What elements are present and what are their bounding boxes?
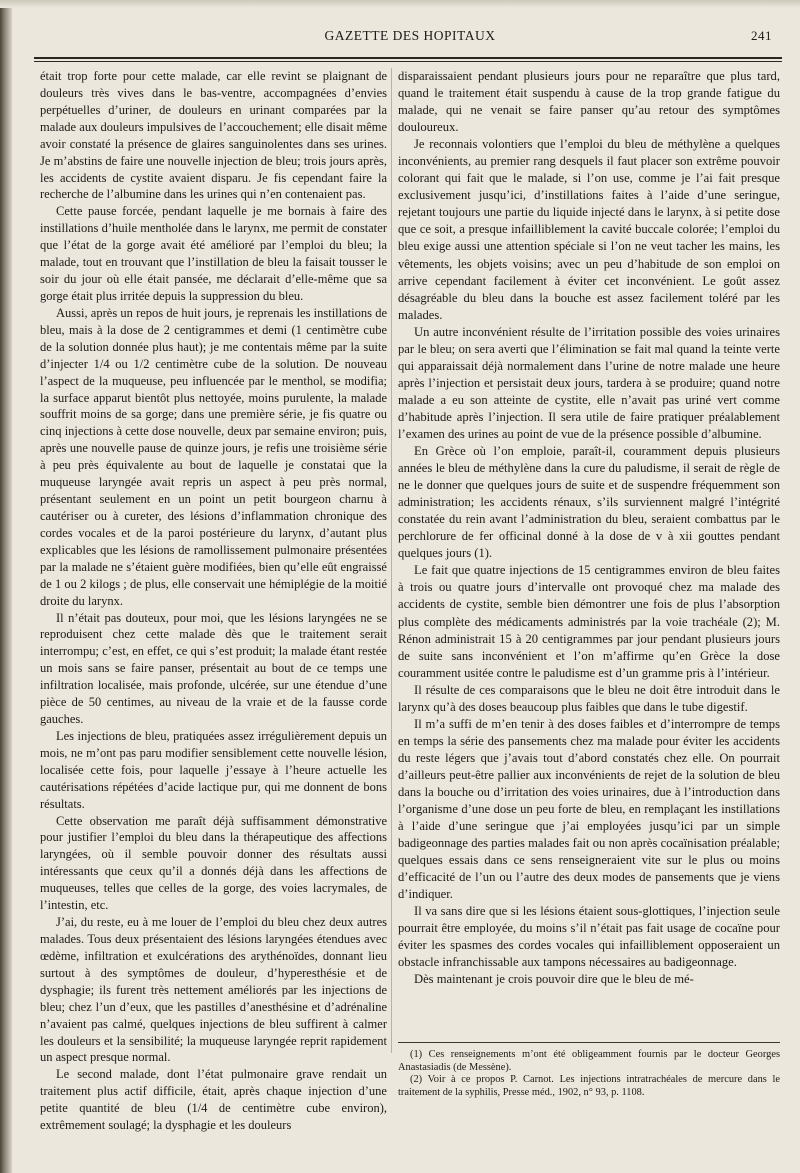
- paragraph: Aussi, après un repos de huit jours, je reprenais les instillations de bleu, mais à la dose de 2 centigrammes et demi (1 centimètre cube de la solution donnée plus haut); je me contentais même par la suite d’injecter 1/4 ou 1/2 centimètre cube de la solution. De nouveau l’aspect de la muqueuse, peu influencée par le menthol, se modifia; la surface apparut bientôt plus nettoyée, moins purulente, la malade souffrit moins de sa gorge; dans une première série, je fis quatre ou cinq injections à cette dose nouvelle, deux par semaine environ; puis, après une nouvelle pause de quinze jours, je refis une troisième série à peu près équivalente au bout de laquelle je constatai que la muqueuse laryngée avait repris un aspect à peu près normal, présentant seulement en un point un petit bourgeon charnu à cautériser ou à cureter, des lésions d’inflammation chronique des cordes vocales et de la paroi postérieure du larynx, d’autant plus explicables que les lésions de ramollissement pulmonaire présentées par la malade ne s’étaient guère modifiées, bien qu’elle eût engraissé de 1 ou 2 kilogs ; de plus, elle conservait une hémiplégie de la moitié droite du larynx.: [40, 305, 387, 608]
- page-number: 241: [751, 28, 772, 43]
- footnote: (2) Voir à ce propos P. Carnot. Les injections intratrachéales de mercure dans le traitement de la syphilis, Presse méd., 1902, n° 93, p. 1108.: [398, 1074, 780, 1098]
- paragraph: était trop forte pour cette malade, car elle revint se plaignant de douleurs très vives dans le bas-ventre, accompagnées d’envies perpétuelles d’uriner, de douleurs en urinant comparées par la malade aux douleurs impulsives de l’accouchement; elle disait même avoir constaté la présence de glaires sanguinolentes dans ses urines. Je m’abstins de faire une nouvelle injection de bleu; trois jours après, les accidents de cystite avaient disparu. Je fis cependant faire la recherche de l’albumine dans les urines qui n’en contenaient pas.: [40, 69, 387, 202]
- paragraph: Le fait que quatre injections de 15 centigrammes environ de bleu faites à trois ou quatre jours d’intervalle ont provoqué chez ma malade des accidents de cystite, semble bien démontrer une fois de plus l’absorption plus complète des médicaments administrés par la voie trachéale (2); M. Rénon administrait 15 à 20 centigrammes par jour pendant plusieurs jours de suite sans inconvénient et l’on m’affirme qu’en Grèce la dose couramment usitée contre le paludisme est d’un gramme pris à l’intérieur.: [398, 563, 780, 680]
- page-top-edge: [0, 0, 800, 8]
- paragraph: Je reconnais volontiers que l’emploi du bleu de méthylène a quelques inconvénients, au premier rang desquels il faut placer son extrême pouvoir colorant qui fait que le malade, si l’on use, comme je l’ai fait presque exclusivement jusqu’ici, d’instillations faites à l’aide d’une seringue, rejetant toujours une partie du liquide injecté dans le larynx, à si petite dose que ce soit, a presque infailliblement la cavité buccale colorée; l’emploi du bleu exige aussi une attention spéciale si l’on ne veut tacher les mains, les vêtements, les objets voisins; avec un peu d’habitude de son emploi on arrive cependant facilement à éviter cet inconvénient. Le goût assez désagréable du bleu dans la bouche est assez facilement toléré par les malades.: [398, 137, 780, 322]
- paragraph: Cette pause forcée, pendant laquelle je me bornais à faire des instillations d’huile mentholée dans le larynx, me permit de constater que l’état de la gorge avait été amélioré par l’emploi du bleu; la malade, tout en trouvant que l’instillation de bleu la faisait tousser le soir du jour où elle était pansée, me déclarait d’elle-même que sa gorge était plus irritée depuis la suppression du bleu.: [40, 204, 387, 303]
- running-header: [40, 28, 780, 50]
- paragraph: Cette observation me paraît déjà suffisamment démonstrative pour justifier l’emploi du bleu dans la thérapeutique des affections laryngées, où il semble pouvoir donner des résultats aussi intéressants que ceux qu’il a donnés déjà dans les affections de muqueuses, telles que celles de la gorge, des voies lacrymales, de l’intestin, etc.: [40, 813, 387, 913]
- paragraph: Dès maintenant je crois pouvoir dire que le bleu de mé-: [414, 972, 694, 987]
- paragraph: Un autre inconvénient résulte de l’irritation possible des voies urinaires par le bleu; on sera averti que l’élimination se fait mal quand la teinte verte qui apparaissait déjà normalement dans l’urine de notre malade une heure après l’injection et persistait deux jours, tardera à se produire; quand notre malade a eu son atteinte de cystite, elle n’avait pas uriné vert comme d’habitude après l’injection. Il sera utile de faire pratiquer préalablement l’examen des urines au point de vue de la présence possible d’albumine.: [398, 324, 780, 441]
- footnote: (1) Ces renseignements m’ont été obligeamment fournis par le docteur Georges Anastasiadis (de Messène).: [398, 1049, 780, 1073]
- paragraph: Le second malade, dont l’état pulmonaire grave rendait un traitement plus actif difficile, était, après chaque injection d’une petite quantité de bleu (1/4 de centimètre cube environ), extrêmement soulagé; la dysphagie et les douleurs: [40, 1067, 387, 1133]
- column-divider: [391, 68, 392, 1053]
- journal-title: GAZETTE DES HOPITAUX: [324, 28, 496, 43]
- page-binding-edge: [0, 0, 12, 1173]
- paragraph: Il n’était pas douteux, pour moi, que les lésions laryngées ne se reproduisent chez cette malade dès que le traitement serait interrompu; c’est, en effet, ce qui s’est produit; la malade étant restée un mois sans se faire panser, présentait au bout de ce temps une infiltration localisée, mais profonde, ulcérée, sur une étendue d’une pièce de 50 centimes, au niveau de la vraie et de la fausse corde gauches.: [40, 610, 387, 727]
- paragraph: Il va sans dire que si les lésions étaient sous-glottiques, l’injection seule pourrait être employée, du moins s’il n’était pas fait usage de cocaïne pour éviter les spasmes des cordes vocales qui infailliblement opposeraient un obstacle infranchissable aux tampons nécessaires au badigeonnage.: [398, 904, 780, 970]
- footnote-rule: [398, 1042, 780, 1043]
- paragraph: Il résulte de ces comparaisons que le bleu ne doit être introduit dans le larynx qu’à des doses beaucoup plus faibles que dans le tube digestif.: [398, 682, 780, 714]
- header-rule-thick: [34, 57, 782, 59]
- footnotes: [398, 1049, 780, 1099]
- paragraph: J’ai, du reste, eu à me louer de l’emploi du bleu chez deux autres malades. Tous deux présentaient des lésions laryngées étendues avec œdème, infiltration et exulcérations des arythénoïdes, donnant lieu surtout à des symptômes de douleur, d’hyperesthésie et de dysphagie; ils furent très nettement améliorés par les injections de bleu; chez l’un d’eux, que les pastilles d’anesthésine et d’adrénaline n’avaient pas calmé, quelques injections de bleu suffirent à calmer les douleurs et la sensibilité; la muqueuse laryngée reprit rapidement un aspect presque normal.: [40, 915, 387, 1065]
- paragraph: En Grèce où l’on emploie, paraît-il, couramment depuis plusieurs années le bleu de méthylène dans la cure du paludisme, il serait de règle de ne le donner que quelques jours de suite et de suspendre fréquemment son administration; les accidents rénaux, s’ils surviennent malgré l’intégrité constatée du rein avant l’administration du bleu, seraient combattus par le perchlorure de fer officinal donné à la dose de v à xii gouttes pendant quelques jours (1).: [398, 444, 780, 561]
- paragraph: Il m’a suffi de m’en tenir à des doses faibles et d’interrompre de temps en temps la série des pansements chez ma malade pour éviter les accidents du reste légers que j’avais tout d’abord constatés chez elle. On pourrait d’ailleurs peut-être pallier aux inconvénients de rejet de la solution de bleu dans la bouche ou d’irritation des voies urinaires, due à l’introduction dans l’organisme d’une dose un peu forte de bleu, en remplaçant les instillations à l’aide d’une seringue que j’ai employées jusqu’ici par un simple badigeonnage des parties malades fait ou non après cocaïnisation préalable; quelques essais dans ce sens renseigneraient vite sur le plus ou moins d’efficacité de l’un ou l’autre des deux modes de pansements que je viens d’indiquer.: [398, 716, 780, 902]
- paragraph: Les injections de bleu, pratiquées assez irrégulièrement depuis un mois, ne m’ont pas paru modifier sensiblement cette nouvelle lésion, localisée cette fois, pour laquelle j’essaye à l’heure actuelle les cautérisations répétées d’acide lactique pur, qui me donnent de bons résultats.: [40, 728, 387, 811]
- paragraph: disparaissaient pendant plusieurs jours pour ne reparaître que plus tard, quand le traitement était suspendu à cause de la trop grande fatigue du malade, qui ne venait se faire panser qu’au retour des symptômes douloureux.: [398, 69, 780, 135]
- header-rule-thin: [34, 61, 782, 62]
- left-column: [40, 68, 387, 1134]
- right-column: [398, 68, 780, 989]
